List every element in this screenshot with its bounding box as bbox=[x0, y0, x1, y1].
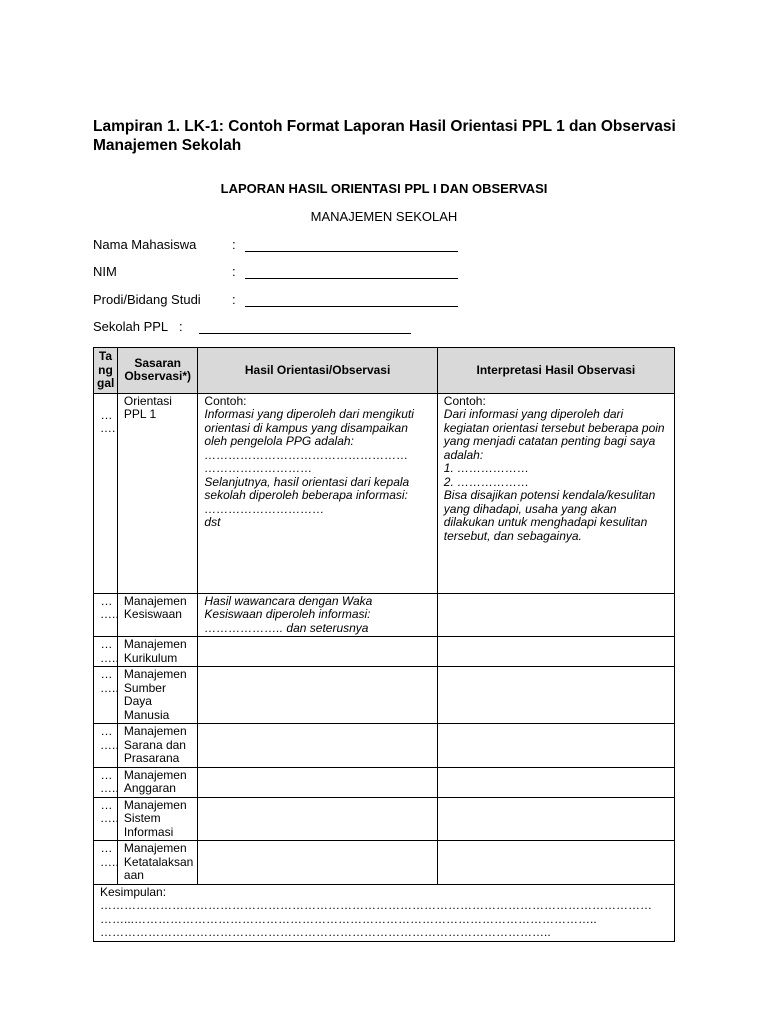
sasaran-cell: Manajemen Sarana dan Prasarana bbox=[117, 724, 198, 768]
table-row bbox=[94, 667, 675, 724]
table-row bbox=[94, 767, 675, 797]
kesimpulan-row bbox=[94, 884, 675, 941]
hasil-cell[interactable] bbox=[198, 667, 437, 724]
kesimpulan-dotted-line: ………………………………………………………………………………………………….. bbox=[100, 926, 551, 939]
hasil-dots: …………………………………………… ……………………… bbox=[204, 447, 409, 475]
interpretasi-more: Bisa disajikan potensi kendala/kesulitan yang dihadapi, usaha yang akan dilakukan untuk menghadapi kesulitan tersebut, dan sebagainya. bbox=[443, 488, 656, 543]
interpretasi-cell[interactable] bbox=[437, 797, 674, 841]
interpretasi-cell[interactable] bbox=[437, 637, 674, 667]
tanggal-cell: … ….. bbox=[94, 797, 118, 841]
nama-mahasiswa-blank[interactable] bbox=[245, 251, 458, 252]
nama-mahasiswa-label: Nama Mahasiswa bbox=[93, 237, 197, 252]
observation-table bbox=[93, 347, 675, 942]
field-colon: : bbox=[232, 264, 236, 279]
hasil-cell[interactable] bbox=[198, 393, 437, 593]
tanggal-cell: … ….. bbox=[94, 667, 118, 724]
sasaran-cell: Manajemen Kesiswaan bbox=[117, 593, 198, 637]
interpretasi-item: 1. ……………… bbox=[443, 461, 530, 475]
interpretasi-cell[interactable] bbox=[437, 593, 674, 637]
page-title: Lampiran 1. LK-1: Contoh Format Laporan Hasil Orientasi PPL 1 dan Observasi Manajemen Sekolah bbox=[93, 118, 676, 154]
tanggal-cell: … ….. bbox=[94, 841, 118, 885]
interpretasi-cell[interactable] bbox=[437, 724, 674, 768]
sasaran-cell: Manajemen Ketatalaksan aan bbox=[117, 841, 198, 885]
table-row bbox=[94, 724, 675, 768]
hasil-heading: Contoh: bbox=[204, 393, 247, 408]
interpretasi-cell[interactable] bbox=[437, 767, 674, 797]
header-sasaran: Sasaran Observasi*) bbox=[117, 348, 198, 394]
header-tanggal: Ta ng gal bbox=[94, 348, 118, 394]
hasil-end: dst bbox=[204, 515, 221, 529]
sekolah-ppl-blank[interactable] bbox=[199, 333, 411, 334]
interpretasi-heading: Contoh: bbox=[443, 393, 486, 408]
kesimpulan-dotted-line: ………………………………………………………………………………………………………………………… bbox=[100, 899, 652, 912]
hasil-cell[interactable] bbox=[198, 841, 437, 885]
table-row bbox=[94, 797, 675, 841]
kesimpulan-cell[interactable] bbox=[94, 884, 675, 941]
field-colon: : bbox=[232, 237, 236, 252]
header-hasil: Hasil Orientasi/Observasi bbox=[198, 348, 437, 394]
tanggal-cell: … ….. bbox=[94, 767, 118, 797]
field-colon: : bbox=[232, 292, 236, 307]
report-title: LAPORAN HASIL ORIENTASI PPL I DAN OBSERVASI bbox=[220, 181, 548, 196]
hasil-cell[interactable] bbox=[198, 797, 437, 841]
table-row bbox=[94, 593, 675, 637]
hasil-more: Selanjutnya, hasil orientasi dari kepala sekolah diperoleh beberapa informasi: bbox=[204, 474, 410, 502]
report-subtitle: MANAJEMEN SEKOLAH bbox=[310, 209, 458, 224]
sasaran-cell: Manajemen Anggaran bbox=[117, 767, 198, 797]
prodi-label: Prodi/Bidang Studi bbox=[93, 292, 201, 307]
interpretasi-cell[interactable] bbox=[437, 841, 674, 885]
hasil-dots: ………………………… bbox=[204, 501, 325, 516]
tanggal-cell: … …. bbox=[94, 393, 118, 593]
sasaran-cell: Manajemen Kurikulum bbox=[117, 637, 198, 667]
hasil-cell[interactable] bbox=[198, 724, 437, 768]
tanggal-cell: … ….. bbox=[94, 637, 118, 667]
kesimpulan-label: Kesimpulan: bbox=[100, 884, 167, 899]
table-row bbox=[94, 841, 675, 885]
sasaran-cell: Manajemen Sumber Daya Manusia bbox=[117, 667, 198, 724]
interpretasi-cell[interactable] bbox=[437, 393, 674, 593]
sekolah-ppl-field bbox=[93, 319, 423, 337]
header-interpretasi: Interpretasi Hasil Observasi bbox=[437, 348, 674, 394]
kesimpulan-dotted-line: ……...…………………………………………………………………………………………………….. bbox=[100, 912, 597, 926]
tanggal-cell: … ….. bbox=[94, 593, 118, 637]
table-row bbox=[94, 637, 675, 667]
tanggal-cell: … ….. bbox=[94, 724, 118, 768]
table-header-row bbox=[94, 348, 675, 394]
interpretasi-item: 2. ……………… bbox=[443, 474, 530, 489]
table-row bbox=[94, 393, 675, 593]
nim-blank[interactable] bbox=[245, 278, 458, 279]
prodi-blank[interactable] bbox=[245, 306, 458, 307]
hasil-cell[interactable]: Hasil wawancara dengan Waka Kesiswaan diperoleh informasi: ……………….. dan seterusnya bbox=[198, 593, 437, 637]
hasil-body: Informasi yang diperoleh dari mengikuti orientasi di kampus yang disampaikan oleh pengelola PPG adalah: bbox=[204, 407, 414, 448]
nim-label: NIM bbox=[93, 264, 117, 279]
interpretasi-body: Dari informasi yang diperoleh dari kegiatan orientasi tersebut beberapa poin yang menjadi catatan penting bagi saya adalah: bbox=[443, 407, 665, 462]
hasil-cell[interactable] bbox=[198, 637, 437, 667]
sekolah-ppl-label: Sekolah PPL : bbox=[93, 319, 183, 334]
hasil-cell[interactable] bbox=[198, 767, 437, 797]
sasaran-cell: Manajemen Sistem Informasi bbox=[117, 797, 198, 841]
interpretasi-cell[interactable] bbox=[437, 667, 674, 724]
sasaran-cell: Orientasi PPL 1 bbox=[117, 393, 198, 593]
